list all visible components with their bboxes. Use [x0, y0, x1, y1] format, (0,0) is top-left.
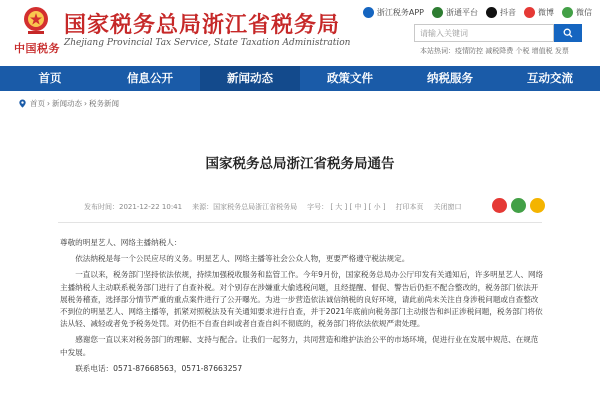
nav-tax-service[interactable]: 纳税服务	[427, 71, 473, 85]
search-input[interactable]: 请输入关键词	[414, 24, 554, 42]
publish-time: 发布时间：2021-12-22 10:41	[84, 203, 183, 211]
toplink-label: 浙通平台	[446, 7, 478, 17]
font-size-controls	[307, 202, 385, 212]
location-icon	[18, 99, 27, 108]
article-meta	[84, 202, 472, 212]
breadcrumb-separator: ›	[47, 99, 50, 108]
breadcrumb-home[interactable]: 首页	[30, 99, 45, 108]
top-links	[355, 5, 592, 19]
divider	[58, 222, 542, 223]
toplink-platform[interactable]	[432, 7, 478, 18]
font-large-button[interactable]: [ 大 ]	[330, 203, 348, 211]
share-qzone-icon[interactable]	[530, 198, 545, 213]
app-icon	[363, 7, 374, 18]
site-title[interactable]: 国家税务总局浙江省税务局	[64, 13, 341, 38]
font-size-label: 字号：	[307, 203, 329, 211]
font-medium-button[interactable]: [ 中 ]	[349, 203, 367, 211]
toplink-label: 微信	[576, 7, 592, 17]
contact-phone: 联系电话：0571-87668563，0571-87663257	[75, 363, 243, 373]
paragraph: 依法纳税是每一个公民应尽的义务。明星艺人、网络主播等社会公众人物，更要严格遵守税法规定。	[75, 254, 410, 264]
search-icon	[563, 28, 573, 38]
search-button[interactable]	[554, 24, 582, 42]
nav-home[interactable]: 首页	[38, 71, 62, 85]
hot-words[interactable]: 本站热词：疫情防控 减税降费 个税 增值税 发票	[420, 47, 569, 55]
nav-info-disclosure[interactable]: 信息公开	[127, 71, 173, 85]
toplink-label: 浙江税务APP	[376, 7, 424, 17]
breadcrumb	[18, 98, 119, 109]
paragraph: 一直以来，税务部门坚持依法依规，持续加强税收服务和监管工作。今年9月份，国家税务总局办公厅印发有关通知后，许多明星艺人、网络主播纳税人主动联系税务部门进行了自查补税。对个别存在涉嫌重大偷逃税问题，且经提醒、督促、警告后仍拒不配合整改的，税务部门依法开展税务稽查，选择部分情节严重的重点案件进行了公开曝光。为进一步营造依法诚信纳税的良好环境，请此前尚未关注自身涉税问题或自查整改不到位的明星艺人、网络主播等，抓紧对照税法及有关通知要求进行自查，并于2021年底前向税务部门主动报告和纠正涉税问题，税务部门将依法从轻、减轻或者免予税务处罚。对仍拒不自查自纠或者自查自纠不彻底的，税务部门将依法依规严肃处理。	[60, 270, 544, 329]
toplink-weibo[interactable]	[524, 7, 554, 18]
main-nav	[0, 66, 600, 91]
national-emblem-icon[interactable]	[18, 5, 54, 37]
wechat-icon	[562, 7, 573, 18]
breadcrumb-section[interactable]: 新闻动态	[52, 99, 82, 108]
tiktok-icon	[486, 7, 497, 18]
article-source: 来源：国家税务总局浙江省税务局	[192, 203, 298, 211]
share-wechat-icon[interactable]	[511, 198, 526, 213]
site-subtitle: Zhejiang Provincial Tax Service, State Taxation Administration	[64, 38, 351, 48]
brand-small-logo: 中国税务	[14, 42, 60, 55]
close-window-button[interactable]: 关闭窗口	[433, 203, 462, 211]
nav-policy[interactable]: 政策文件	[327, 71, 373, 85]
nav-interaction[interactable]: 互动交流	[527, 71, 573, 85]
breadcrumb-separator: ›	[84, 99, 87, 108]
chat-icon	[432, 7, 443, 18]
toplink-label: 微博	[538, 7, 554, 17]
breadcrumb-current[interactable]: 税务新闻	[89, 99, 119, 108]
article-title: 国家税务总局浙江省税务局通告	[205, 156, 395, 172]
weibo-icon	[524, 7, 535, 18]
site-header	[0, 0, 600, 66]
print-button[interactable]: 打印本页	[395, 203, 424, 211]
salutation: 尊敬的明星艺人、网络主播纳税人：	[60, 238, 182, 247]
toplink-tiktok[interactable]	[486, 7, 516, 18]
paragraph: 感谢您一直以来对税务部门的理解、支持与配合。让我们一起努力，共同营造和维护法治公平的市场环境，促进行业在发展中规范、在规范中发展。	[60, 335, 539, 357]
nav-news[interactable]: 新闻动态	[200, 66, 300, 91]
font-small-button[interactable]: [ 小 ]	[368, 203, 386, 211]
share-bar	[488, 198, 545, 213]
toplink-label: 抖音	[500, 7, 516, 17]
article-body	[60, 237, 544, 379]
toplink-app[interactable]	[363, 7, 424, 18]
toplink-wechat[interactable]	[562, 7, 592, 18]
share-weibo-icon[interactable]	[492, 198, 507, 213]
article	[18, 112, 582, 401]
